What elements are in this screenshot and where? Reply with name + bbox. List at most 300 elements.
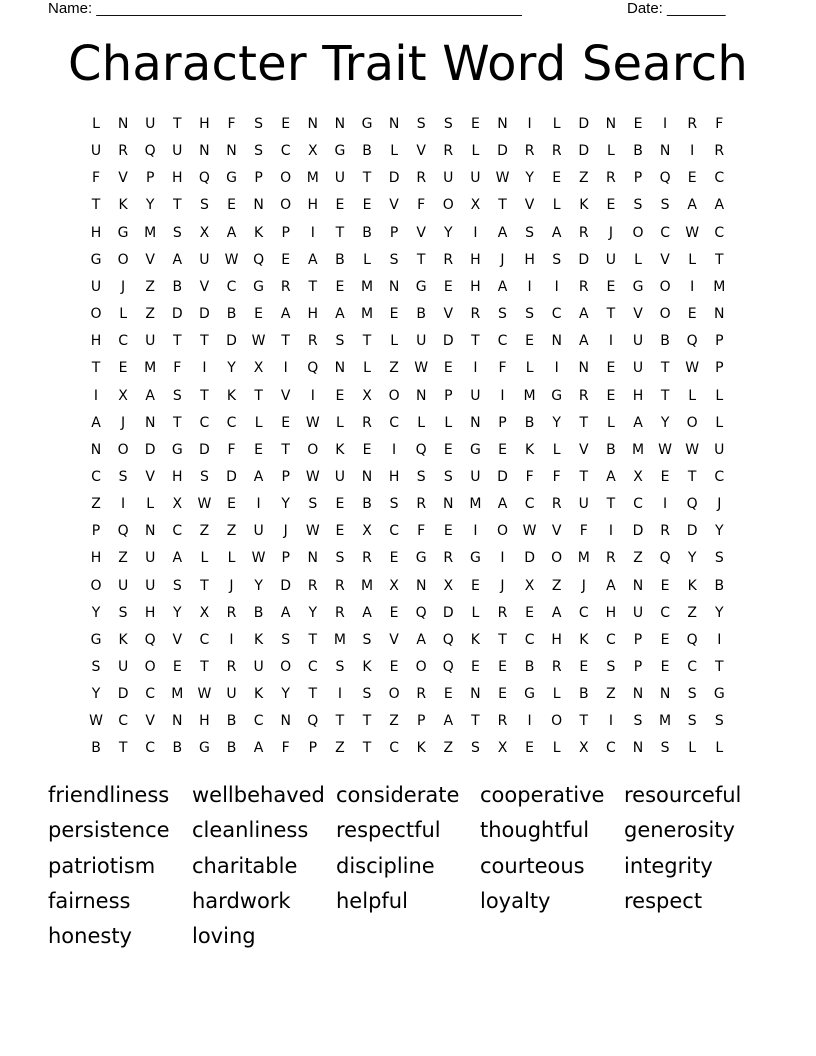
grid-letter: T bbox=[579, 713, 589, 730]
grid-letter: H bbox=[307, 306, 319, 323]
grid-letter: T bbox=[660, 360, 670, 377]
grid-letter: Z bbox=[443, 740, 454, 757]
word-list-item: cooperative bbox=[480, 783, 605, 807]
grid-letter: H bbox=[470, 251, 481, 268]
grid-letter: Z bbox=[579, 170, 589, 187]
grid-letter: Q bbox=[307, 360, 319, 377]
grid-letter: R bbox=[280, 278, 291, 295]
grid-letter: N bbox=[659, 143, 671, 160]
grid-letter: R bbox=[578, 387, 589, 404]
grid-letter: F bbox=[417, 523, 426, 540]
grid-letter: T bbox=[606, 496, 616, 513]
grid-letter: L bbox=[688, 387, 697, 404]
grid-letter: M bbox=[523, 387, 536, 404]
grid-letter: E bbox=[443, 686, 453, 703]
grid-letter: E bbox=[498, 441, 507, 458]
grid-letter: A bbox=[714, 197, 725, 214]
grid-letter: O bbox=[388, 387, 400, 404]
grid-letter: N bbox=[415, 577, 427, 594]
grid-letter: N bbox=[659, 686, 671, 703]
grid-letter: V bbox=[660, 251, 670, 268]
grid-letter: T bbox=[362, 713, 372, 730]
grid-letter: I bbox=[527, 116, 532, 132]
grid-letter: F bbox=[498, 360, 507, 377]
grid-letter: W bbox=[251, 550, 266, 567]
grid-letter: N bbox=[470, 414, 481, 431]
grid-letter: N bbox=[334, 116, 346, 132]
grid-letter: E bbox=[362, 197, 372, 214]
grid-letter: Y bbox=[254, 577, 263, 594]
grid-letter: F bbox=[227, 116, 236, 132]
grid-letter: G bbox=[253, 278, 265, 295]
grid-letter: I bbox=[283, 360, 288, 377]
grid-letter: R bbox=[497, 604, 508, 621]
grid-letter: L bbox=[634, 251, 642, 268]
grid-letter: E bbox=[389, 550, 399, 567]
grid-letter: E bbox=[660, 468, 670, 485]
grid-letter: P bbox=[281, 468, 290, 485]
grid-letter: Z bbox=[199, 523, 210, 540]
grid-letter: S bbox=[172, 387, 182, 404]
grid-letter: F bbox=[552, 468, 561, 485]
grid-letter: T bbox=[173, 414, 182, 431]
grid-letter: U bbox=[416, 333, 427, 350]
grid-letter: Z bbox=[687, 604, 697, 621]
grid-letter: V bbox=[389, 197, 399, 214]
grid-letter: X bbox=[497, 740, 508, 757]
grid-letter: P bbox=[254, 170, 263, 187]
grid-letter: S bbox=[172, 224, 182, 241]
grid-letter: S bbox=[525, 306, 535, 323]
grid-letter: S bbox=[714, 550, 724, 567]
grid-letter: H bbox=[524, 251, 535, 268]
grid-letter: X bbox=[389, 577, 399, 594]
grid-letter: T bbox=[173, 333, 182, 350]
grid-letter: M bbox=[360, 577, 374, 594]
grid-letter: V bbox=[416, 224, 426, 241]
grid-letter: G bbox=[415, 550, 427, 567]
grid-letter: Z bbox=[551, 577, 562, 594]
grid-letter: V bbox=[389, 631, 399, 648]
grid-letter: A bbox=[579, 306, 589, 323]
grid-letter: E bbox=[525, 333, 535, 350]
grid-letter: F bbox=[281, 740, 290, 757]
grid-letter: I bbox=[663, 496, 668, 513]
grid-letter: T bbox=[606, 306, 616, 323]
grid-letter: E bbox=[281, 414, 291, 431]
grid-letter: Y bbox=[91, 686, 101, 703]
grid-letter: T bbox=[308, 686, 318, 703]
grid-letter: E bbox=[254, 441, 264, 458]
grid-letter: X bbox=[362, 387, 372, 404]
grid-letter: W bbox=[89, 713, 103, 730]
grid-letter: M bbox=[333, 631, 346, 648]
grid-letter: R bbox=[416, 686, 427, 703]
grid-letter: X bbox=[172, 496, 183, 513]
grid-letter: I bbox=[337, 686, 342, 703]
grid-letter: K bbox=[226, 387, 237, 404]
grid-letter: E bbox=[552, 170, 562, 187]
grid-letter: A bbox=[633, 414, 643, 431]
grid-letter: Z bbox=[335, 740, 345, 757]
grid-letter: R bbox=[714, 143, 725, 160]
grid-letter: G bbox=[90, 251, 102, 268]
grid-letter: N bbox=[470, 686, 481, 703]
grid-letter: S bbox=[443, 116, 453, 132]
grid-letter: A bbox=[416, 631, 426, 648]
grid-letter: N bbox=[714, 306, 725, 323]
grid-letter: C bbox=[578, 604, 589, 621]
grid-letter: L bbox=[363, 251, 371, 268]
grid-letter: T bbox=[715, 659, 724, 675]
grid-letter: O bbox=[90, 306, 102, 323]
grid-letter: U bbox=[117, 659, 129, 675]
grid-letter: E bbox=[443, 441, 453, 458]
grid-letter: R bbox=[470, 306, 481, 323]
grid-letter: E bbox=[389, 659, 399, 675]
grid-letter: R bbox=[497, 713, 508, 730]
grid-letter: K bbox=[470, 631, 480, 648]
grid-letter: L bbox=[363, 360, 371, 377]
grid-letter: R bbox=[362, 414, 372, 431]
grid-letter: R bbox=[307, 333, 318, 350]
grid-letter: H bbox=[632, 387, 644, 404]
grid-letter: N bbox=[415, 387, 427, 404]
grid-letter: T bbox=[335, 713, 345, 730]
grid-letter: W bbox=[251, 333, 266, 350]
grid-letter: S bbox=[389, 496, 399, 513]
grid-letter: Q bbox=[415, 441, 427, 458]
grid-letter: L bbox=[525, 360, 534, 377]
grid-letter: A bbox=[91, 414, 101, 431]
grid-letter: E bbox=[498, 659, 507, 675]
grid-letter: K bbox=[579, 197, 589, 214]
grid-letter: E bbox=[470, 577, 480, 594]
grid-letter: R bbox=[551, 659, 562, 675]
grid-letter: Y bbox=[525, 170, 534, 187]
grid-letter: R bbox=[307, 577, 318, 594]
grid-letter: D bbox=[117, 686, 129, 703]
grid-letter: R bbox=[578, 278, 589, 295]
word-list-item: friendliness bbox=[48, 783, 170, 807]
grid-letter: R bbox=[226, 604, 237, 621]
grid-letter: U bbox=[334, 170, 346, 187]
grid-letter: S bbox=[118, 604, 128, 621]
grid-letter: S bbox=[199, 197, 209, 214]
grid-letter: T bbox=[335, 224, 345, 241]
grid-letter: V bbox=[145, 468, 155, 485]
grid-letter: X bbox=[470, 197, 481, 214]
grid-letter: C bbox=[145, 686, 156, 703]
grid-letter: T bbox=[362, 170, 372, 187]
grid-letter: H bbox=[470, 278, 481, 295]
grid-letter: E bbox=[281, 251, 291, 268]
grid-letter: K bbox=[254, 686, 264, 703]
grid-letter: L bbox=[715, 414, 724, 431]
grid-letter: W bbox=[658, 441, 673, 458]
grid-letter: R bbox=[226, 659, 237, 675]
grid-letter: G bbox=[551, 387, 563, 404]
grid-letter: E bbox=[335, 278, 345, 295]
grid-letter: M bbox=[360, 278, 374, 295]
grid-letter: E bbox=[498, 686, 507, 703]
grid-letter: Z bbox=[606, 686, 616, 703]
grid-letter: O bbox=[280, 659, 292, 675]
grid-letter: Y bbox=[281, 686, 290, 703]
grid-letter: W bbox=[197, 686, 212, 703]
grid-letter: O bbox=[659, 306, 671, 323]
grid-letter: R bbox=[416, 496, 427, 513]
grid-letter: W bbox=[305, 523, 320, 540]
name-label: Name: ___________________________________________________ bbox=[48, 0, 522, 17]
grid-letter: B bbox=[714, 577, 725, 594]
grid-letter: N bbox=[226, 143, 237, 160]
grid-letter: T bbox=[254, 387, 263, 404]
grid-letter: N bbox=[307, 550, 319, 567]
grid-letter: S bbox=[687, 713, 697, 730]
grid-letter: I bbox=[310, 387, 315, 404]
grid-letter: G bbox=[713, 686, 725, 703]
grid-letter: U bbox=[145, 116, 156, 132]
grid-letter: C bbox=[687, 659, 698, 675]
grid-letter: J bbox=[283, 523, 288, 540]
grid-letter: U bbox=[145, 550, 156, 567]
grid-letter: C bbox=[226, 278, 237, 295]
word-list-item: considerate bbox=[336, 783, 460, 807]
grid-letter: G bbox=[334, 143, 346, 160]
grid-letter: I bbox=[608, 523, 613, 540]
grid-letter: A bbox=[226, 224, 237, 241]
grid-letter: S bbox=[389, 251, 399, 268]
grid-letter: C bbox=[714, 468, 725, 485]
grid-letter: G bbox=[469, 441, 481, 458]
grid-letter: X bbox=[633, 468, 643, 485]
grid-letter: V bbox=[145, 713, 155, 730]
grid-letter: W bbox=[685, 441, 700, 458]
grid-letter: T bbox=[416, 251, 426, 268]
grid-letter: N bbox=[334, 360, 346, 377]
grid-letter: L bbox=[552, 686, 561, 703]
grid-letter: X bbox=[118, 387, 128, 404]
grid-letter: C bbox=[497, 333, 508, 350]
grid-letter: E bbox=[389, 604, 399, 621]
grid-letter: D bbox=[442, 604, 454, 621]
grid-letter: O bbox=[117, 251, 129, 268]
grid-letter: V bbox=[579, 441, 589, 458]
grid-letter: X bbox=[199, 604, 210, 621]
grid-letter: J bbox=[608, 224, 613, 241]
grid-letter: R bbox=[551, 143, 562, 160]
grid-letter: L bbox=[715, 387, 724, 404]
grid-letter: U bbox=[605, 251, 617, 268]
grid-letter: B bbox=[362, 143, 372, 160]
grid-letter: N bbox=[117, 116, 129, 132]
grid-letter: N bbox=[497, 116, 508, 132]
grid-letter: W bbox=[305, 468, 320, 485]
grid-letter: A bbox=[551, 604, 562, 621]
page-title: Character Trait Word Search bbox=[67, 36, 748, 92]
grid-letter: L bbox=[552, 740, 561, 757]
grid-letter: O bbox=[551, 713, 563, 730]
word-list-item: loving bbox=[192, 924, 256, 948]
grid-letter: I bbox=[500, 550, 505, 567]
grid-letter: G bbox=[415, 278, 427, 295]
grid-letter: M bbox=[171, 686, 184, 703]
grid-letter: H bbox=[90, 224, 102, 241]
grid-letter: L bbox=[417, 414, 426, 431]
grid-letter: Q bbox=[415, 604, 427, 621]
grid-letter: U bbox=[632, 360, 644, 377]
word-list-item: persistence bbox=[48, 818, 170, 842]
grid-letter: S bbox=[525, 224, 535, 241]
grid-letter: L bbox=[606, 143, 615, 160]
grid-letter: E bbox=[362, 441, 372, 458]
grid-letter: H bbox=[144, 604, 156, 621]
grid-letter: A bbox=[606, 468, 616, 485]
grid-letter: E bbox=[660, 659, 670, 675]
grid-letter: Y bbox=[281, 496, 290, 513]
grid-letter: G bbox=[90, 631, 102, 648]
grid-letter: A bbox=[497, 496, 508, 513]
grid-letter: B bbox=[660, 333, 670, 350]
grid-letter: O bbox=[280, 197, 292, 214]
grid-letter: W bbox=[685, 360, 700, 377]
grid-letter: I bbox=[310, 224, 315, 241]
grid-letter: E bbox=[443, 523, 453, 540]
grid-letter: G bbox=[469, 550, 481, 567]
grid-letter: P bbox=[281, 224, 290, 241]
grid-letter: C bbox=[118, 333, 128, 350]
grid-letter: Y bbox=[687, 550, 697, 567]
grid-letter: L bbox=[688, 251, 697, 268]
grid-letter: B bbox=[416, 306, 426, 323]
grid-letter: R bbox=[118, 143, 128, 160]
grid-letter: P bbox=[389, 224, 399, 241]
grid-letter: I bbox=[229, 631, 234, 648]
word-list-item: patriotism bbox=[48, 854, 156, 878]
grid-letter: Y bbox=[552, 414, 561, 431]
grid-letter: K bbox=[579, 631, 589, 648]
grid-letter: E bbox=[606, 278, 616, 295]
grid-letter: U bbox=[253, 659, 264, 675]
grid-letter: S bbox=[552, 251, 562, 268]
grid-letter: V bbox=[633, 306, 643, 323]
grid-letter: Q bbox=[442, 631, 454, 648]
grid-letter: S bbox=[660, 740, 670, 757]
grid-letter: G bbox=[226, 170, 237, 187]
grid-letter: B bbox=[226, 740, 237, 757]
grid-letter: T bbox=[281, 333, 290, 350]
grid-letter: C bbox=[91, 468, 101, 485]
grid-letter: P bbox=[633, 170, 643, 187]
word-list-item: thoughtful bbox=[480, 818, 590, 842]
grid-letter: E bbox=[335, 523, 345, 540]
grid-letter: D bbox=[578, 143, 590, 160]
grid-letter: I bbox=[527, 713, 532, 730]
grid-letter: S bbox=[172, 577, 182, 594]
grid-letter: O bbox=[686, 414, 698, 431]
grid-letter: P bbox=[308, 740, 318, 757]
grid-letter: N bbox=[632, 577, 644, 594]
grid-letter: R bbox=[362, 550, 372, 567]
grid-letter: B bbox=[633, 143, 643, 160]
grid-letter: U bbox=[253, 523, 264, 540]
grid-letter: B bbox=[226, 306, 237, 323]
grid-letter: O bbox=[307, 441, 319, 458]
grid-letter: W bbox=[685, 224, 700, 241]
grid-letter: T bbox=[200, 333, 209, 350]
grid-letter: L bbox=[335, 414, 344, 431]
grid-letter: A bbox=[335, 306, 345, 323]
grid-letter: N bbox=[632, 740, 644, 757]
grid-letter: R bbox=[524, 143, 535, 160]
grid-letter: E bbox=[660, 577, 670, 594]
grid-letter: C bbox=[660, 224, 670, 241]
grid-letter: S bbox=[687, 686, 697, 703]
grid-letter: Z bbox=[226, 523, 237, 540]
grid-letter: C bbox=[199, 631, 210, 648]
grid-letter: Y bbox=[91, 604, 101, 621]
grid-letter: T bbox=[362, 740, 372, 757]
grid-letter: V bbox=[551, 523, 562, 540]
grid-letter: O bbox=[442, 197, 454, 214]
grid-letter: E bbox=[254, 306, 264, 323]
grid-letter: N bbox=[361, 468, 373, 485]
grid-letter: C bbox=[145, 740, 156, 757]
grid-letter: P bbox=[633, 631, 643, 648]
grid-letter: V bbox=[524, 197, 535, 214]
grid-letter: A bbox=[551, 224, 562, 241]
grid-letter: M bbox=[144, 360, 157, 377]
grid-letter: B bbox=[253, 604, 264, 621]
grid-letter: N bbox=[253, 197, 264, 214]
grid-letter: F bbox=[579, 523, 588, 540]
grid-letter: Y bbox=[715, 523, 724, 540]
grid-letter: C bbox=[172, 523, 183, 540]
grid-letter: I bbox=[473, 523, 478, 540]
grid-letter: A bbox=[443, 713, 454, 730]
grid-letter: M bbox=[360, 306, 374, 323]
grid-letter: S bbox=[199, 468, 209, 485]
grid-letter: S bbox=[633, 713, 643, 730]
grid-letter: L bbox=[227, 550, 236, 567]
grid-letter: B bbox=[524, 659, 535, 675]
grid-letter: I bbox=[663, 116, 668, 132]
grid-letter: A bbox=[497, 278, 508, 295]
grid-letter: R bbox=[606, 550, 616, 567]
grid-letter: X bbox=[253, 360, 264, 377]
grid-letter: L bbox=[119, 306, 127, 323]
grid-letter: S bbox=[633, 197, 643, 214]
grid-letter: L bbox=[552, 441, 561, 458]
grid-letter: N bbox=[388, 116, 400, 132]
grid-letter: N bbox=[144, 414, 156, 431]
grid-letter: G bbox=[117, 224, 129, 241]
grid-letter: V bbox=[199, 278, 210, 295]
grid-letter: U bbox=[334, 468, 346, 485]
grid-letter: S bbox=[335, 550, 345, 567]
grid-letter: Z bbox=[145, 306, 155, 323]
grid-letter: W bbox=[495, 170, 510, 187]
grid-letter: P bbox=[444, 387, 453, 404]
grid-letter: A bbox=[253, 740, 264, 757]
grid-letter: H bbox=[172, 170, 183, 187]
grid-letter: E bbox=[579, 659, 589, 675]
grid-letter: P bbox=[715, 360, 724, 377]
grid-letter: N bbox=[551, 333, 562, 350]
grid-letter: P bbox=[145, 170, 155, 187]
grid-letter: Q bbox=[686, 333, 698, 350]
